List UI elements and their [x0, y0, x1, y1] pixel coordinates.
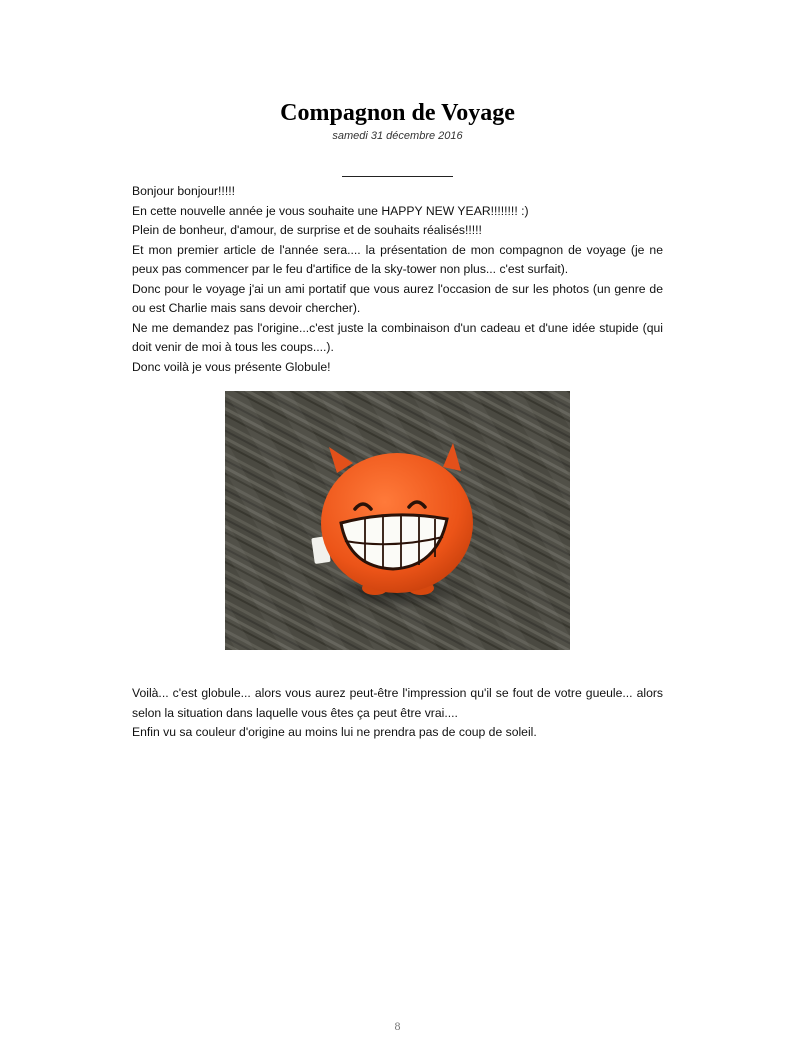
- intro-text: [132, 182, 663, 377]
- paragraph: Bonjour bonjour!!!!!: [132, 184, 235, 198]
- paragraph: Enfin vu sa couleur d'origine au moins lui ne prendra pas de coup de soleil.: [132, 725, 537, 739]
- article-title: Compagnon de Voyage: [280, 100, 515, 126]
- paragraph: Donc pour le voyage j'ai un ami portatif que vous aurez l'occasion de sur les photos (un genre de ou est Charlie mais sans devoir chercher).: [132, 281, 663, 315]
- globule-photo: [225, 391, 570, 650]
- article-date: samedi 31 décembre 2016: [332, 130, 463, 142]
- page-number: 8: [394, 1019, 401, 1033]
- paragraph: En cette nouvelle année je vous souhaite une HAPPY NEW YEAR!!!!!!!! :): [132, 203, 529, 218]
- outro-text: [132, 684, 663, 743]
- paragraph: Plein de bonheur, d'amour, de surprise et de souhaits réalisés!!!!!: [132, 223, 482, 237]
- paragraph: Ne me demandez pas l'origine...c'est juste la combinaison d'un cadeau et d'une idée stupide (qui doit venir de moi à tous les coups....).: [132, 320, 663, 354]
- title-divider: [342, 176, 453, 177]
- paragraph: Donc voilà je vous présente Globule!: [132, 359, 331, 374]
- paragraph: Voilà... c'est globule... alors vous aurez peut-être l'impression qu'il se fout de votre gueule... alors selon la situation dans laquelle vous êtes ça peut être vrai....: [132, 686, 663, 720]
- paragraph: Et mon premier article de l'année sera.... la présentation de mon compagnon de voyage (je ne peux pas commencer par le feu d'artifice de la sky-tower non plus... c'est surfait).: [132, 242, 663, 276]
